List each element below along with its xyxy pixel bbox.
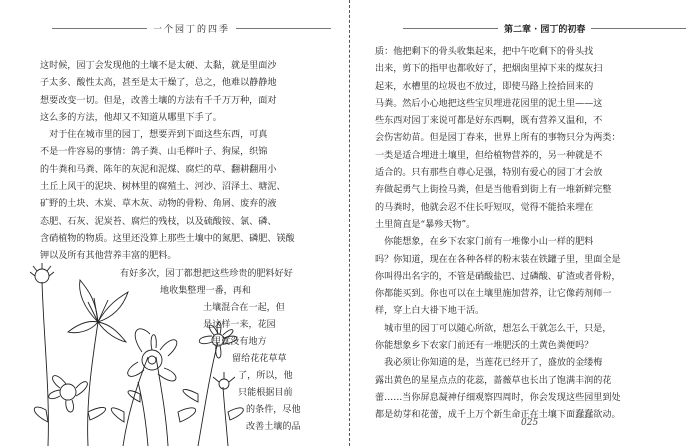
- text-line: 钾以及所有其他营养丰富的肥料。: [40, 251, 177, 262]
- text-line: 的牛粪和马粪、陈年的灰泥和泥煤、腐烂的草、翻耕翻用小: [40, 164, 277, 175]
- wrap-line: 留给花花草草: [232, 354, 287, 364]
- spine-divider: [349, 0, 350, 446]
- header-rule-right: [591, 28, 686, 29]
- text-line: 弃做起勇气上街捡马粪，但是当他看到街上有一堆新鲜完整: [375, 185, 612, 196]
- text-line: 的马粪时，他就会忍不住长吁短叹，觉得不能拾来埋在: [375, 202, 594, 213]
- text-line: 你能想象，在乡下农家门前有一堆像小山一样的肥料: [375, 237, 594, 248]
- right-running-header: [403, 22, 686, 35]
- wrap-line: 土壤混合在一起，但: [203, 303, 285, 313]
- wrap-line: 地收集整理一番，再和: [160, 286, 251, 296]
- text-line: 会伤害幼苗。但是园丁春来，世界上所有的事物只分为两类：: [375, 133, 621, 144]
- text-line: 这么多的方法，他却又不知道从哪里下手了。: [40, 112, 222, 123]
- left-body-text: [40, 58, 295, 266]
- text-line: 想要改变一切。但是，改善土壤的方法有千千万万种，面对: [40, 95, 277, 106]
- wrap-line: 有好多次，园丁都想把这些珍贵的肥料好好: [120, 269, 293, 279]
- text-line: 质：他把剩下的骨头收集起来，把中午吃剩下的骨头找: [375, 47, 594, 57]
- text-line: 不是一件容易的事情：鸽子粪、山毛榉叶子、狗屎，织锦: [40, 147, 268, 158]
- wrap-line: 改善土壤的品: [246, 422, 301, 432]
- text-line: 对于住在城市里的园丁，想要弄到下面这些东西，可真: [40, 130, 268, 141]
- page-number: 025: [521, 418, 539, 428]
- wrap-line: 了，所以，他: [238, 371, 293, 381]
- text-line: 态肥、石灰、泥炭苔、腐烂的残枝，以及硫酸铵、氯、磷、: [40, 216, 277, 227]
- text-line: 我必须让你知道的是，当莲花已经开了，盛放的金缕梅: [375, 358, 603, 369]
- text-line: 土里简直是“暴殄天物”。: [375, 219, 476, 230]
- left-running-header: [52, 22, 331, 35]
- text-line: 都是幼芽和花蕾，成千上万个新生命正在土壤下面蠢蠢欲动。: [375, 410, 621, 421]
- wrap-line: 的条件，尽他: [246, 405, 301, 415]
- text-line: 吗？你知道，现在在各种各样的粉末装在铁罐子里，里面全是: [375, 254, 621, 265]
- text-line: 适合的。只有那些自尊心足强，特别有爱心的园丁才会放: [375, 168, 603, 179]
- header-rule-left: [403, 28, 498, 29]
- text-line: 子太多、酸性太高，甚至是太干燥了，总之，他难以静静地: [40, 78, 277, 89]
- text-line: 起来，水槽里的垃圾也不放过，即使马路上捡拾回来的: [375, 81, 594, 92]
- wrap-line: 是这样一来，花园: [203, 320, 276, 330]
- text-line: 你叫得出名字的，不管是硝酸盐巴、过磷酸、矿渣或者骨粉，: [375, 271, 621, 282]
- text-line: 这时候，园丁会发现他的土壤不是太硬、太黏，就是里面沙: [40, 61, 277, 71]
- text-line: 含硝植物的物质。这里还没算上那些土壤中的氮肥、磷肥、镁酸: [40, 233, 295, 244]
- left-page: [0, 0, 349, 446]
- right-page: [351, 0, 700, 446]
- text-line: 土丘上风干的泥块、树林里的腐殖土、河沙、沼泽土、塘泥、: [40, 182, 286, 193]
- header-rule-right: [236, 28, 331, 29]
- wrap-line: 只能根据目前: [238, 388, 293, 398]
- text-line: 你都能买到。你也可以在土壤里施加营养，让它像药剂师一: [375, 289, 612, 300]
- text-line: 马粪。然后小心地把这些宝贝埋进花园里的泥土里——这: [375, 98, 603, 109]
- left-header-title: 一个园丁的四季: [153, 25, 231, 35]
- text-line: 你能想象乡下农家门前还有一堆肥沃的土黄色粪便吗？: [375, 341, 594, 352]
- text-line: 矿野的土块、木炭、草木灰、动物的骨粉、角屑、废弃的液: [40, 199, 277, 210]
- right-body-text: [375, 44, 621, 425]
- text-line: 样，穿上白大褂下地干活。: [375, 306, 485, 317]
- flower-illustration: [28, 262, 258, 446]
- wrap-line: 里就没有地方: [212, 337, 267, 347]
- text-line: 蕾……当你屏息凝神仔细观察四周时，你会发现这些园里到处: [375, 392, 621, 403]
- text-line: 出来，剪下的指甲也都收好了，把烟囱里掉下来的煤灰扫: [375, 64, 603, 75]
- header-rule-left: [52, 28, 147, 29]
- right-header-title: 第二章 · 园丁的初春: [504, 25, 586, 35]
- text-line: 一类是适合埋进土壤里，但给植物营养的，另一种就是不: [375, 150, 603, 161]
- text-line: 些东西对园丁来说可都是好东西啊，既有营养又温和，不: [375, 116, 603, 127]
- text-line: 露出黄色的星星点点的花蕊，蔷薇草也长出了饱满丰润的花: [375, 375, 612, 386]
- text-line: 城市里的园丁可以随心所欲，想怎么干就怎么干，只是，: [375, 323, 612, 334]
